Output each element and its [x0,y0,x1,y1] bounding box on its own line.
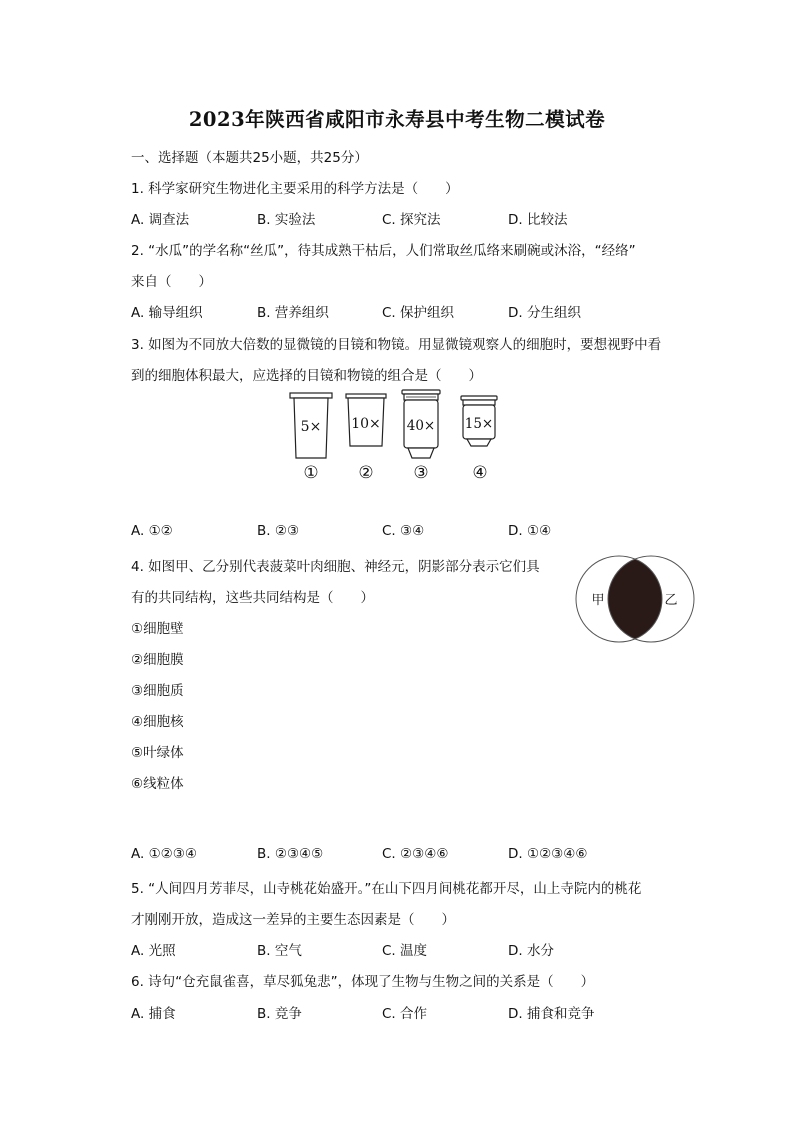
question-2-stem-line-2: 来自（ ） [131,274,212,290]
question-4-item-1: ①细胞壁 [131,621,184,637]
question-4-item-2: ②细胞膜 [131,652,184,668]
question-4-item-4: ④细胞核 [131,714,184,730]
question-6-options [131,1002,651,1022]
venn-left-label: 甲 [591,593,605,608]
question-2-options [131,301,651,321]
question-4-stem-line-2: 有的共同结构，这些共同结构是（ ） [131,590,374,606]
option-b[interactable]: B. ②③ [257,523,300,539]
lens-label-3: 40× [406,418,436,434]
option-a[interactable]: A. 捕食 [131,1006,176,1022]
microscope-lens-figure [280,388,520,488]
figure-number-3: ③ [413,463,429,483]
question-3-stem-line-2: 到的细胞体积最大，应选择的目镜和物镜的组合是（ ） [131,368,482,384]
question-5-options [131,939,651,959]
option-d[interactable]: D. 捕食和竞争 [508,1006,595,1022]
option-b[interactable]: B. 竞争 [257,1006,302,1022]
option-d[interactable]: D. ①②③④⑥ [508,846,588,862]
question-4-options [131,846,651,866]
lens-label-2: 10× [351,416,381,432]
question-4-item-6: ⑥线粒体 [131,776,184,792]
eyepiece-lens-1 [290,393,332,458]
question-6-stem: 6. 诗句“仓充鼠雀喜，草尽狐兔悲”，体现了生物与生物之间的关系是（ ） [131,974,595,990]
option-c[interactable]: C. ②③④⑥ [382,846,449,862]
question-3-stem-line-1: 3. 如图为不同放大倍数的显微镜的目镜和物镜。用显微镜观察人的细胞时，要想视野中看 [131,337,662,353]
option-d[interactable]: D. 水分 [508,943,554,959]
option-a[interactable]: A. ①②③④ [131,846,197,862]
question-2-stem-line-1: 2. “水瓜”的学名称“丝瓜”，待其成熟干枯后，人们常取丝瓜络来刷碗或沐浴，“经络” [131,243,636,259]
question-1-options [131,208,651,228]
option-b[interactable]: B. ②③④⑤ [257,846,324,862]
question-5-stem-line-1: 5. “人间四月芳菲尽，山寺桃花始盛开。”在山下四月间桃花都开尽，山上寺院内的桃花 [131,881,642,897]
option-a[interactable]: A. ①② [131,523,173,539]
option-d[interactable]: D. 分生组织 [508,305,581,321]
option-d[interactable]: D. ①④ [508,523,552,539]
option-c[interactable]: C. 探究法 [382,212,441,228]
question-4-stem-line-1: 4. 如图甲、乙分别代表菠菜叶肉细胞、神经元，阴影部分表示它们具 [131,559,540,575]
venn-diagram [574,553,696,645]
venn-right-label: 乙 [664,593,678,608]
question-5-stem-line-2: 才刚刚开放，造成这一差异的主要生态因素是（ ） [131,912,455,928]
option-a[interactable]: A. 光照 [131,943,176,959]
option-a[interactable]: A. 调查法 [131,212,190,228]
figure-number-1: ① [303,463,319,483]
option-c[interactable]: C. 温度 [382,943,428,959]
option-a[interactable]: A. 输导组织 [131,305,203,321]
option-b[interactable]: B. 实验法 [257,212,316,228]
question-4-item-3: ③细胞质 [131,683,184,699]
option-b[interactable]: B. 营养组织 [257,305,329,321]
objective-lens-3 [402,390,440,458]
option-c[interactable]: C. 合作 [382,1006,428,1022]
figure-number-4: ④ [472,463,488,483]
eyepiece-lens-2 [346,394,386,446]
option-c[interactable]: C. 保护组织 [382,305,455,321]
lens-label-1: 5× [300,419,322,435]
objective-lens-4 [461,396,497,446]
page-title: 2023年陕西省咸阳市永寿县中考生物二模试卷 [188,108,606,131]
option-d[interactable]: D. 比较法 [508,212,568,228]
option-c[interactable]: C. ③④ [382,523,425,539]
lens-label-4: 15× [464,416,494,432]
question-3-options [131,523,651,543]
question-4-item-5: ⑤叶绿体 [131,745,184,761]
question-1-stem: 1. 科学家研究生物进化主要采用的科学方法是（ ） [131,181,459,197]
section-heading: 一、选择题（本题共25小题，共25分） [131,150,368,166]
figure-number-2: ② [358,463,374,483]
option-b[interactable]: B. 空气 [257,943,302,959]
